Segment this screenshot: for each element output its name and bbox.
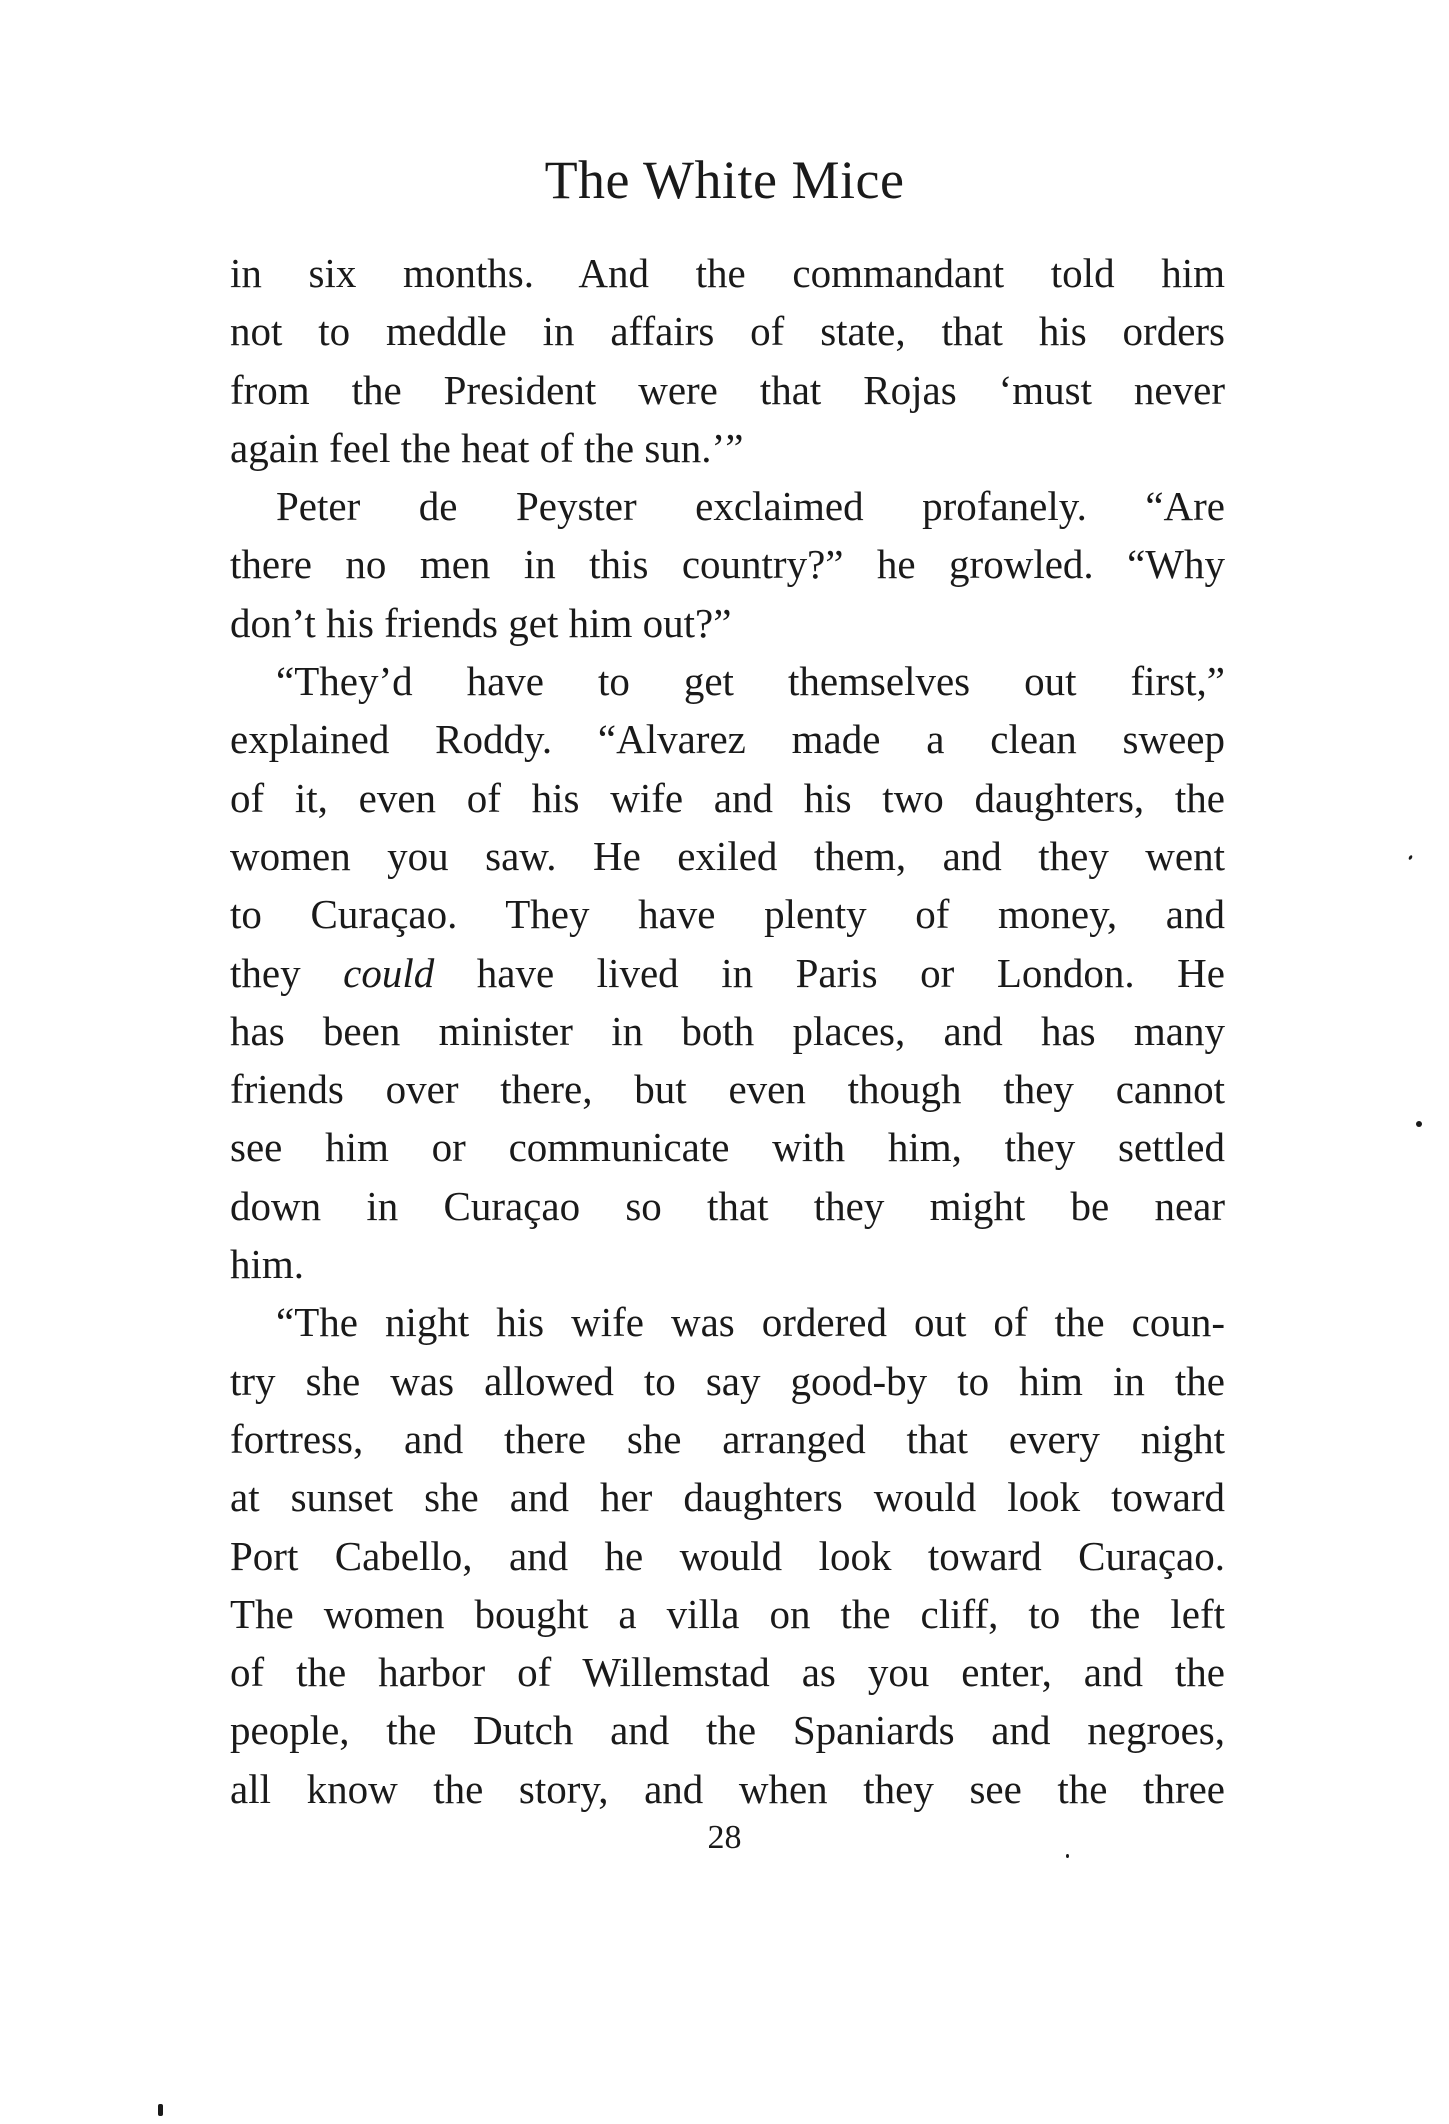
print-speck bbox=[1066, 1854, 1069, 1858]
text-line: at sunset she and her daughters would look toward bbox=[230, 1474, 1225, 1521]
text-line: there no men in this country?” he growled. “Why bbox=[230, 541, 1225, 588]
print-speck bbox=[158, 2104, 163, 2116]
text-line: Port Cabello, and he would look toward Curaçao. bbox=[230, 1532, 1225, 1579]
print-speck bbox=[1408, 855, 1413, 861]
text-line: The women bought a villa on the cliff, to the left bbox=[230, 1590, 1225, 1637]
text-line: him. bbox=[230, 1241, 305, 1288]
text-line: in six months. And the commandant told him bbox=[230, 250, 1225, 296]
text-line: explained Roddy. “Alvarez made a clean sweep bbox=[230, 716, 1225, 763]
text-line: see him or communicate with him, they settled bbox=[230, 1124, 1225, 1171]
italic-word: could bbox=[343, 949, 435, 996]
text-line: of it, even of his wife and his two daughters, the bbox=[230, 774, 1225, 821]
body-text bbox=[230, 244, 1225, 1818]
text-line: fortress, and there she arranged that every night bbox=[230, 1415, 1225, 1462]
text-run: they bbox=[230, 949, 344, 996]
page-number: 28 bbox=[707, 1819, 742, 1856]
text-line: friends over there, but even though they cannot bbox=[230, 1066, 1225, 1113]
text-line: people, the Dutch and the Spaniards and negroes, bbox=[230, 1707, 1225, 1754]
text-line: has been minister in both places, and has many bbox=[230, 1007, 1225, 1054]
text-run: have lived in Paris or London. He bbox=[434, 949, 1225, 996]
text-line: of the harbor of Willemstad as you enter, and the bbox=[230, 1649, 1225, 1696]
text-line: don’t his friends get him out?” bbox=[230, 599, 732, 646]
text-line: try she was allowed to say good-by to him in the bbox=[230, 1357, 1225, 1404]
text-line: to Curaçao. They have plenty of money, and bbox=[230, 891, 1225, 938]
text-line: women you saw. He exiled them, and they went bbox=[230, 832, 1225, 879]
text-line: “They’d have to get themselves out first,” bbox=[276, 658, 1225, 705]
running-title: The White Mice bbox=[544, 150, 905, 210]
text-line: again feel the heat of the sun.’” bbox=[230, 424, 744, 471]
text-line: “The night his wife was ordered out of the coun- bbox=[276, 1299, 1225, 1346]
text-line: not to meddle in affairs of state, that his orders bbox=[230, 308, 1225, 355]
text-line: Peter de Peyster exclaimed profanely. “Are bbox=[276, 483, 1225, 530]
text-line: all know the story, and when they see the three bbox=[230, 1765, 1225, 1812]
text-line: down in Curaçao so that they might be near bbox=[230, 1182, 1225, 1229]
print-speck bbox=[1416, 1121, 1422, 1127]
text-line: from the President were that Rojas ‘must never bbox=[230, 366, 1225, 413]
text-line-italic-emphasis bbox=[230, 944, 1225, 1002]
